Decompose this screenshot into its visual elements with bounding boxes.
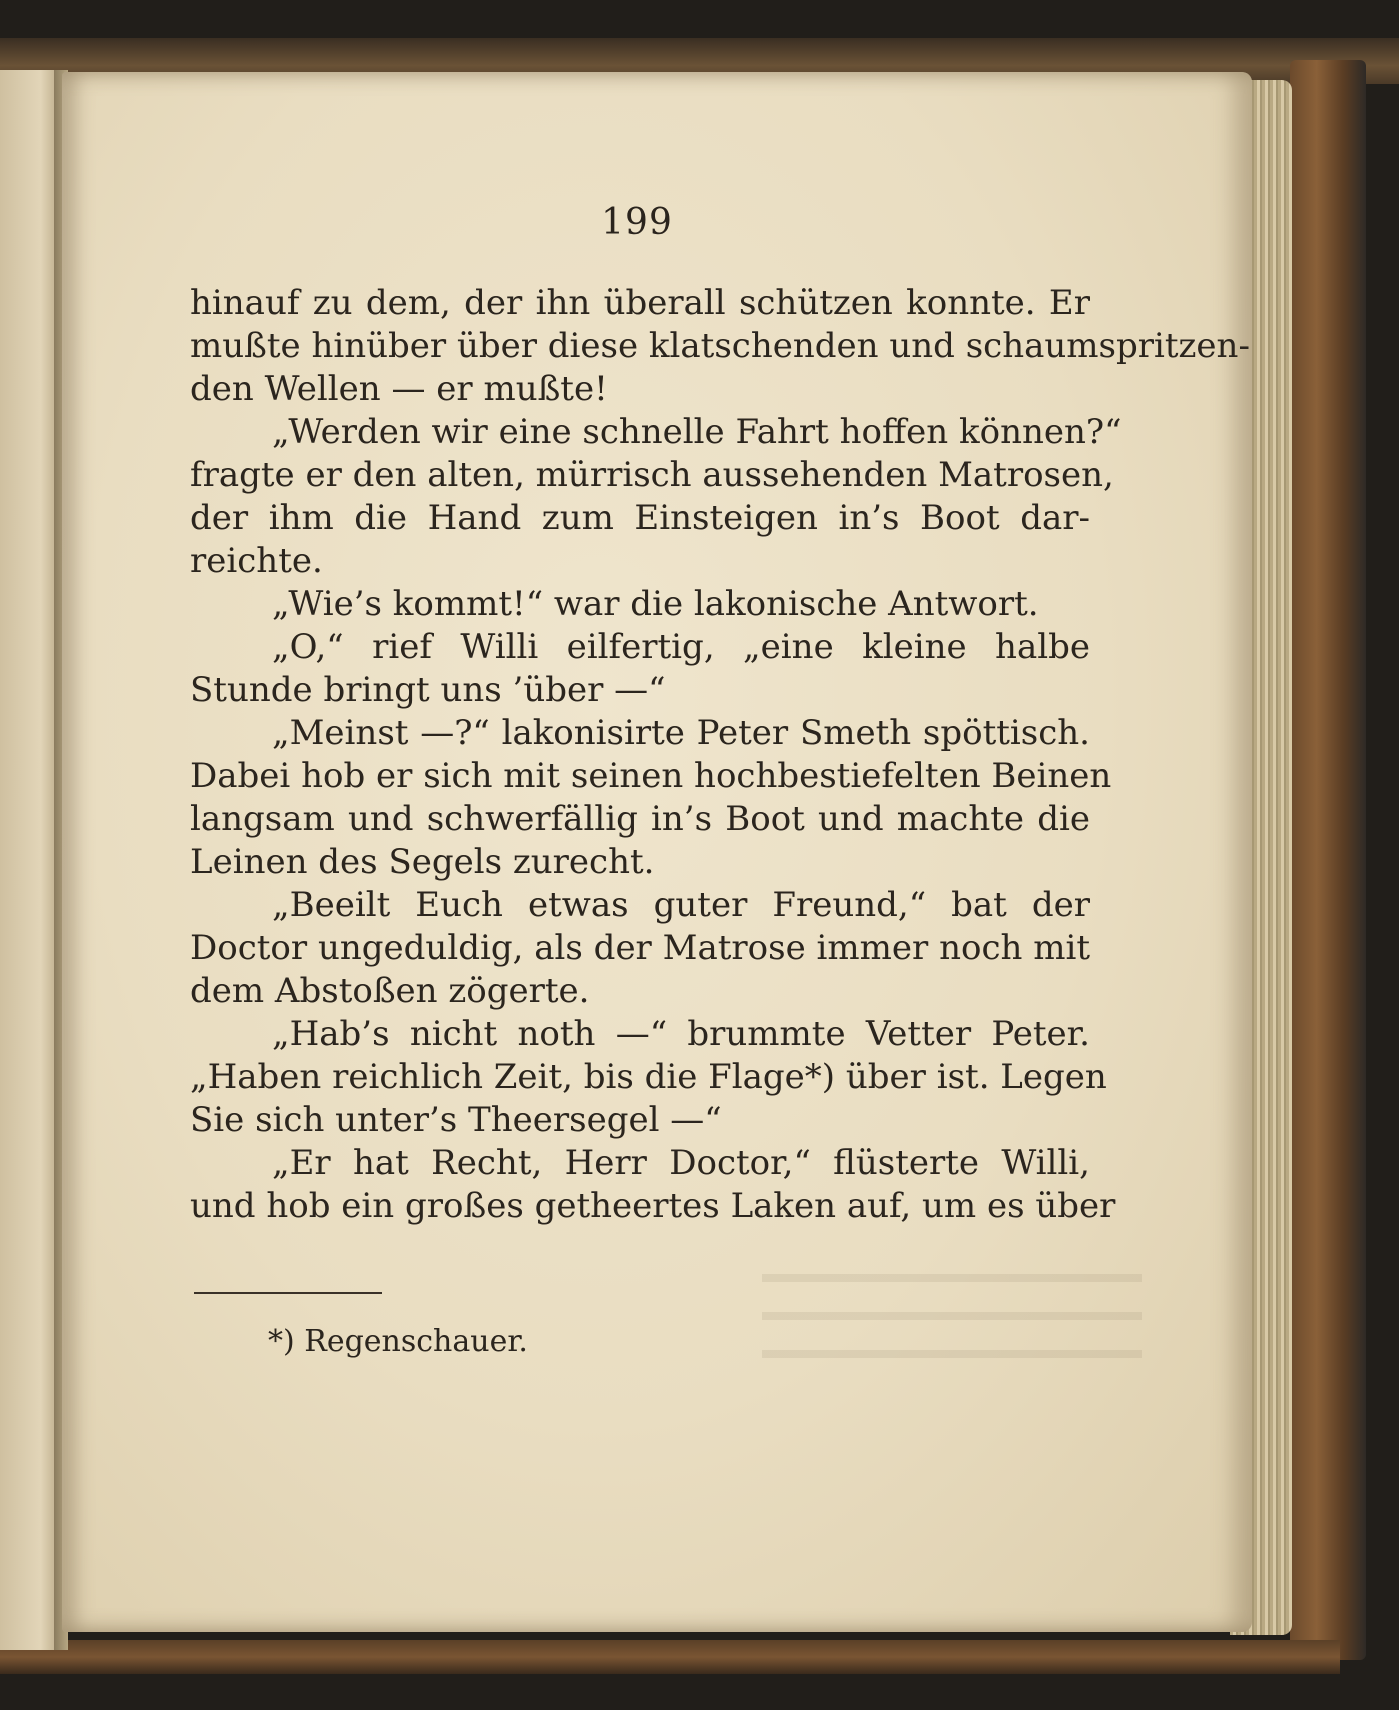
- bleed-through-shadow: [762, 1252, 1142, 1372]
- footnote-divider: [194, 1292, 382, 1294]
- text-line: Stunde bringt uns ’über —“: [190, 670, 666, 710]
- text-line: „Er hat Recht, Herr Doctor,“ flüsterte Willi,: [272, 1143, 1090, 1183]
- left-page-sliver: [0, 70, 58, 1650]
- text-line: Doctor ungeduldig, als der Matrose immer noch mit: [190, 928, 1090, 968]
- text-line: Dabei hob er sich mit seinen hochbestiefelten Beinen: [190, 756, 1112, 796]
- page-number: 199: [601, 202, 673, 243]
- text-line: „Beeilt Euch etwas guter Freund,“ bat der: [272, 885, 1090, 925]
- text-line: Sie sich unter’s Theersegel —“: [190, 1100, 722, 1140]
- text-line: „O,“ rief Willi eilfertig, „eine kleine halbe: [272, 627, 1090, 667]
- text-line: und hob ein großes getheertes Laken auf, um es über: [190, 1186, 1116, 1226]
- text-line: den Wellen — er mußte!: [190, 369, 608, 409]
- text-line: „Werden wir eine schnelle Fahrt hoffen können?“: [272, 412, 1122, 452]
- text-line: dem Abstoßen zögerte.: [190, 971, 590, 1011]
- book-cover-bottom: [0, 1640, 1340, 1674]
- text-line: langsam und schwerfällig in’s Boot und machte die: [190, 799, 1090, 839]
- text-line: „Haben reichlich Zeit, bis die Flage*) über ist. Legen: [190, 1057, 1107, 1097]
- text-line: der ihm die Hand zum Einsteigen in’s Boot dar-: [190, 498, 1090, 538]
- text-line: „Wie’s kommt!“ war die lakonische Antwort.: [272, 584, 1039, 624]
- book-page: [62, 72, 1252, 1632]
- text-line: Leinen des Segels zurecht.: [190, 842, 655, 882]
- text-line: reichte.: [190, 541, 323, 581]
- text-line: „Meinst —?“ lakonisirte Peter Smeth spöttisch.: [272, 713, 1090, 753]
- book-cover-edge: [1290, 60, 1366, 1660]
- body-text: [190, 282, 1250, 1228]
- text-line: mußte hinüber über diese klatschenden und schaumspritzen-: [190, 326, 1250, 366]
- text-line: hinauf zu dem, der ihn überall schützen konnte. Er: [190, 283, 1090, 323]
- text-line: „Hab’s nicht noth —“ brummte Vetter Peter.: [272, 1014, 1090, 1054]
- text-line: fragte er den alten, mürrisch aussehenden Matrosen,: [190, 455, 1114, 495]
- footnote: *) Regenschauer.: [268, 1324, 528, 1359]
